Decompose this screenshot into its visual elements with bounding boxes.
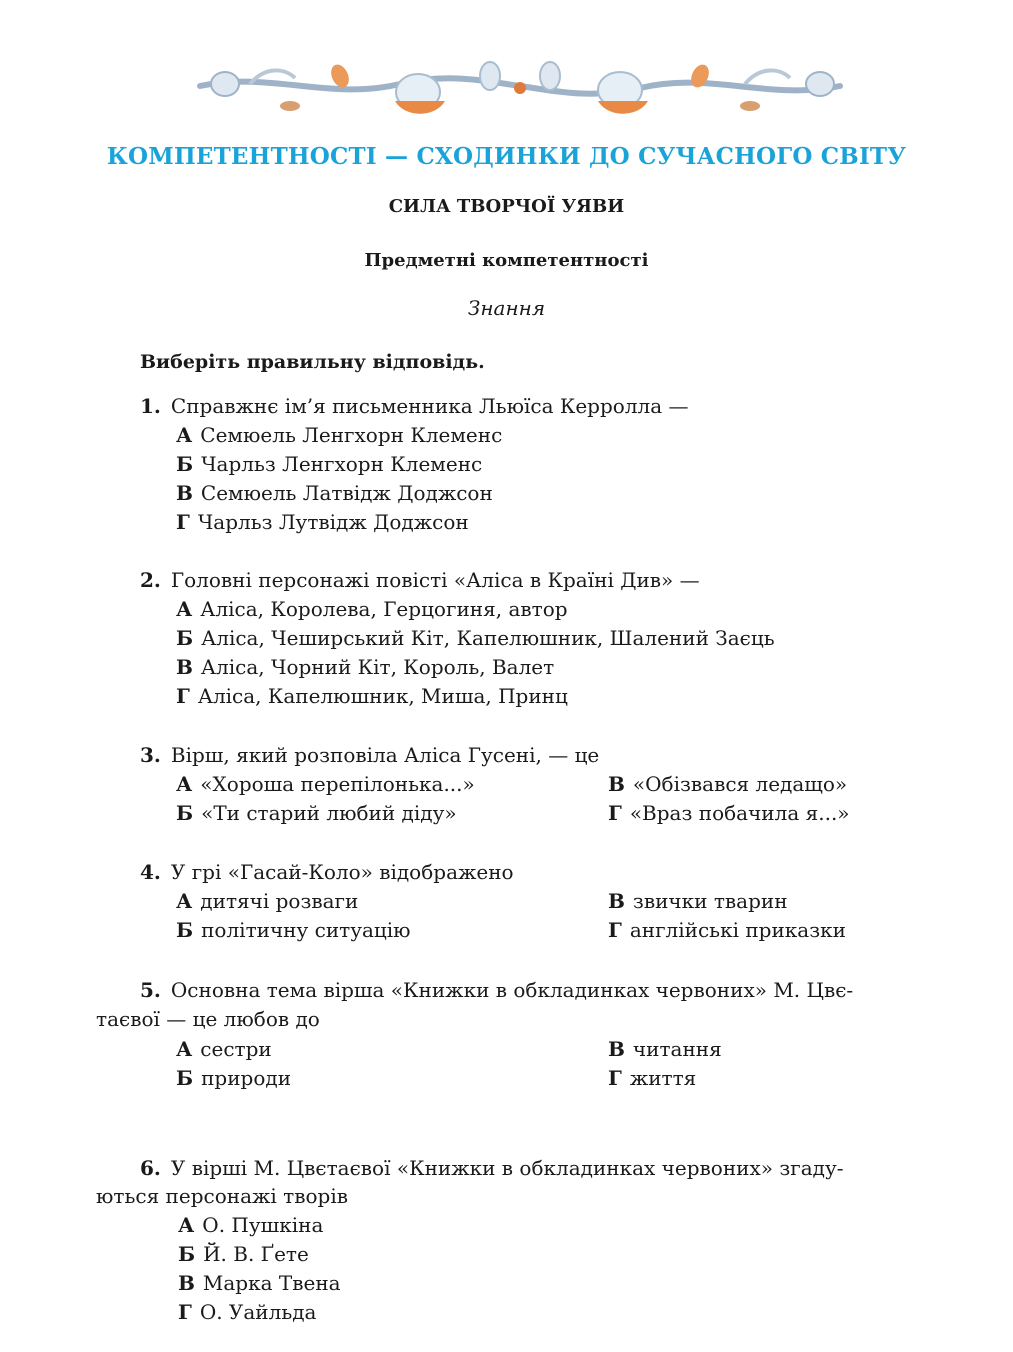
- question-4: [140, 860, 514, 884]
- q4-option-d[interactable]: Г англійські приказки: [608, 918, 846, 942]
- category-label: Знання: [467, 296, 546, 320]
- q2-option-a[interactable]: А Аліса, Королева, Герцогиня, автор: [176, 597, 568, 621]
- question-number: 4.: [140, 860, 161, 884]
- q3-option-c[interactable]: В «Обізвався ледащо»: [608, 772, 848, 796]
- question-number: 3.: [140, 743, 161, 767]
- question-number: 2.: [140, 568, 161, 592]
- question-text: Справжнє ім’я письменника Льюїса Керролла —: [170, 394, 689, 418]
- q4-option-b[interactable]: Б політичну ситуацію: [176, 918, 411, 942]
- section-title: КОМПЕТЕНТНОСТІ — СХОДИНКИ ДО СУЧАСНОГО СВІТУ: [106, 143, 907, 170]
- q5-option-a[interactable]: А сестри: [176, 1037, 272, 1061]
- q2-option-c[interactable]: В Аліса, Чорний Кіт, Король, Валет: [176, 655, 555, 679]
- question-text: Вірш, який розповіла Аліса Гусені, — це: [170, 743, 600, 767]
- q6-option-b[interactable]: Б Й. В. Ґете: [178, 1242, 309, 1266]
- question-5: [140, 978, 853, 1002]
- question-2: [140, 568, 700, 592]
- question-5-cont: таєвої — це любов до: [96, 1007, 320, 1031]
- question-number: 5.: [140, 978, 161, 1002]
- instruction: Виберіть правильну відповідь.: [140, 351, 485, 373]
- q5-option-b[interactable]: Б природи: [176, 1066, 292, 1090]
- q5-option-d[interactable]: Г життя: [608, 1066, 697, 1090]
- q4-option-a[interactable]: А дитячі розваги: [176, 889, 359, 913]
- question-1: [140, 394, 689, 418]
- question-number: 1.: [140, 394, 161, 418]
- question-3: [140, 743, 599, 767]
- question-number: 6.: [140, 1156, 161, 1180]
- subtitle: СИЛА ТВОРЧОЇ УЯВИ: [388, 196, 625, 217]
- question-6-cont: ються персонажі творів: [96, 1184, 348, 1208]
- question-text: У грі «Гасай-Коло» відображено: [170, 860, 514, 884]
- question-6: [140, 1156, 844, 1180]
- q6-option-a[interactable]: А О. Пушкіна: [178, 1213, 324, 1237]
- q1-option-d[interactable]: Г Чарльз Лутвідж Доджсон: [176, 510, 469, 534]
- q2-option-b[interactable]: Б Аліса, Чеширський Кіт, Капелюшник, Шалений Заєць: [176, 626, 775, 650]
- question-text: У вірші М. Цвєтаєвої «Книжки в обкладинках червоних» згаду-: [170, 1156, 844, 1180]
- floral-ornament: [190, 46, 850, 126]
- q3-option-d[interactable]: Г «Враз побачила я...»: [608, 801, 850, 825]
- q1-option-b[interactable]: Б Чарльз Ленгхорн Клеменс: [176, 452, 483, 476]
- q3-option-a[interactable]: А «Хороша перепілонька...»: [176, 772, 475, 796]
- q4-option-c[interactable]: В звички тварин: [608, 889, 788, 913]
- question-text: Основна тема вірша «Книжки в обкладинках червоних» М. Цвє-: [170, 978, 854, 1002]
- heading: Предметні компетентності: [364, 250, 649, 271]
- q6-option-c[interactable]: В Марка Твена: [178, 1271, 341, 1295]
- q1-option-a[interactable]: А Семюель Ленгхорн Клеменс: [176, 423, 503, 447]
- question-text: Головні персонажі повісті «Аліса в Країні Див» —: [170, 568, 700, 592]
- q6-option-d[interactable]: Г О. Уайльда: [178, 1300, 317, 1324]
- q2-option-d[interactable]: Г Аліса, Капелюшник, Миша, Принц: [176, 684, 568, 708]
- q1-option-c[interactable]: В Семюель Латвідж Доджсон: [176, 481, 493, 505]
- q3-option-b[interactable]: Б «Ти старий любий діду»: [176, 801, 457, 825]
- q5-option-c[interactable]: В читання: [608, 1037, 722, 1061]
